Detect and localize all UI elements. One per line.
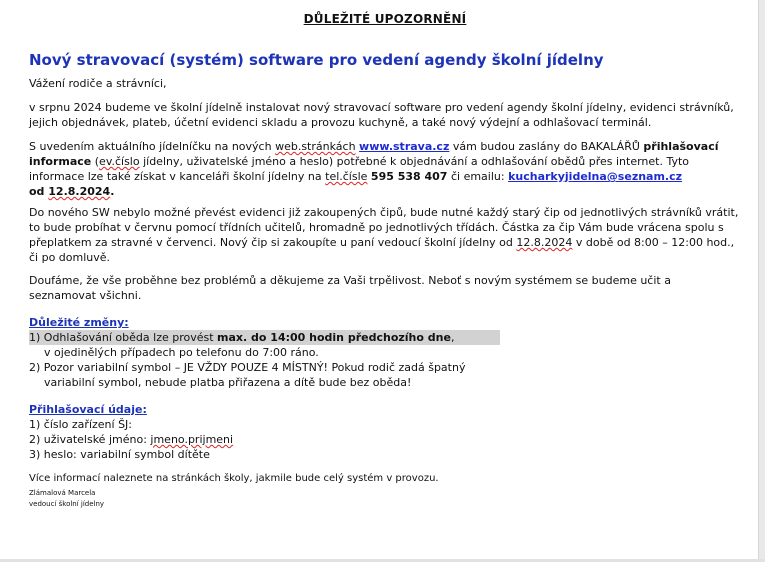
text-run-tel-cisle: tel.čísle xyxy=(325,170,368,183)
username-value: jmeno.prijmeni xyxy=(150,433,234,446)
chip-paragraph xyxy=(29,205,741,265)
from-date-prefix: od xyxy=(29,185,49,198)
changes-item-2-line-2: variabilní symbol, nebude platba přiřazena a dítě bude bez oběda! xyxy=(44,376,412,389)
changes-item-2: 2) Pozor variabilní symbol – JE VŽDY POUZE 4 MÍSTNÝ! Pokud rodič zadá špatný xyxy=(29,361,466,374)
notice-title: DŮLEŽITÉ UPOZORNĚNÍ xyxy=(303,12,467,26)
login-heading: Přihlašovací údaje: xyxy=(29,403,147,416)
changes-heading: Důležité změny: xyxy=(29,316,129,329)
text-run: v době od 8:00 – 12:00 hod., či po domluvě. xyxy=(29,236,735,264)
signature-role: vedoucí školní jídelny xyxy=(29,500,105,508)
page-edge-shadow xyxy=(758,0,765,562)
email-link[interactable]: kucharkyjidelna@seznam.cz xyxy=(508,170,683,183)
from-date: 12.8.2024 xyxy=(48,185,111,198)
text-run: vám budou zaslány do BAKALÁŘŮ xyxy=(449,140,644,153)
text-run: 2) uživatelské jméno: xyxy=(29,433,151,446)
text-run: ( xyxy=(91,155,100,168)
strava-link[interactable]: www.strava.cz xyxy=(359,140,450,153)
main-heading: Nový stravovací (systém) software pro vedení agendy školní jídelny xyxy=(29,51,604,69)
phone-number: 595 538 407 xyxy=(370,170,448,183)
deadline-bold: max. do 14:00 hodin předchozího dne xyxy=(217,331,451,344)
highlighted-line xyxy=(29,330,500,345)
from-date-suffix: . xyxy=(110,185,115,198)
login-info-bold: přihlašovací informace xyxy=(29,140,719,168)
login-item-2 xyxy=(29,432,741,447)
text-run: S uvedením aktuálního jídelníčku na nových xyxy=(29,140,276,153)
text-run: 1) Odhlašování oběda lze provést xyxy=(29,331,218,344)
login-item-1: 1) číslo zařízení ŠJ: xyxy=(29,418,132,431)
changes-item-1-line-2: v ojedinělých případech po telefonu do 7:00 ráno. xyxy=(44,346,319,359)
login-info-paragraph xyxy=(29,139,741,199)
changes-item-1 xyxy=(29,330,741,345)
intro-paragraph: v srpnu 2024 budeme ve školní jídelně instalovat nový stravovací software pro vedení agendy školní jídelny, evidenci strávníků, jejich objednávek, plateb, účetní evidenci skladu a provozu kuchyně, a také nový výdejní a odhlašovací terminál. xyxy=(29,101,734,129)
text-run: Do nového SW nebylo možné převést evidenci již zakoupených čipů, bude nutné každý starý čip od jednotlivých strávníků vrátit, to bude probíhat v červnu pomocí třídních učitelů, hromadně po jednotlivých třídách. Částka za čip Vám bude vrácena spolu s přeplatkem za stravné v červenci. Nový čip si zakoupíte u paní vedoucí školní jídelny od xyxy=(29,206,739,249)
thanks-paragraph: Doufáme, že vše proběhne bez problémů a děkujeme za Vaši trpělivost. Neboť s novým systémem se budeme učit a seznamovat všichni. xyxy=(29,274,671,302)
text-run-web-strankach: web.stránkách xyxy=(275,140,356,153)
text-run: jídelny, uživatelské jméno a heslo) potřebné k objednávání a odhlašování obědů přes internet. Tyto informace lze také získat v kanceláři školní jídelny na xyxy=(29,155,690,183)
signature-name: Zlámalová Marcela xyxy=(29,489,96,497)
text-run: , xyxy=(450,331,455,344)
login-item-3: 3) heslo: variabilní symbol dítěte xyxy=(29,448,210,461)
footer-text: Více informací naleznete na stránkách školy, jakmile bude celý systém v provozu. xyxy=(29,473,439,484)
chip-date: 12.8.2024 xyxy=(516,236,573,249)
greeting: Vážení rodiče a strávníci, xyxy=(29,77,167,90)
text-run-ev-cislo: ev.číslo xyxy=(99,155,140,168)
text-run: či emailu: xyxy=(447,170,509,183)
